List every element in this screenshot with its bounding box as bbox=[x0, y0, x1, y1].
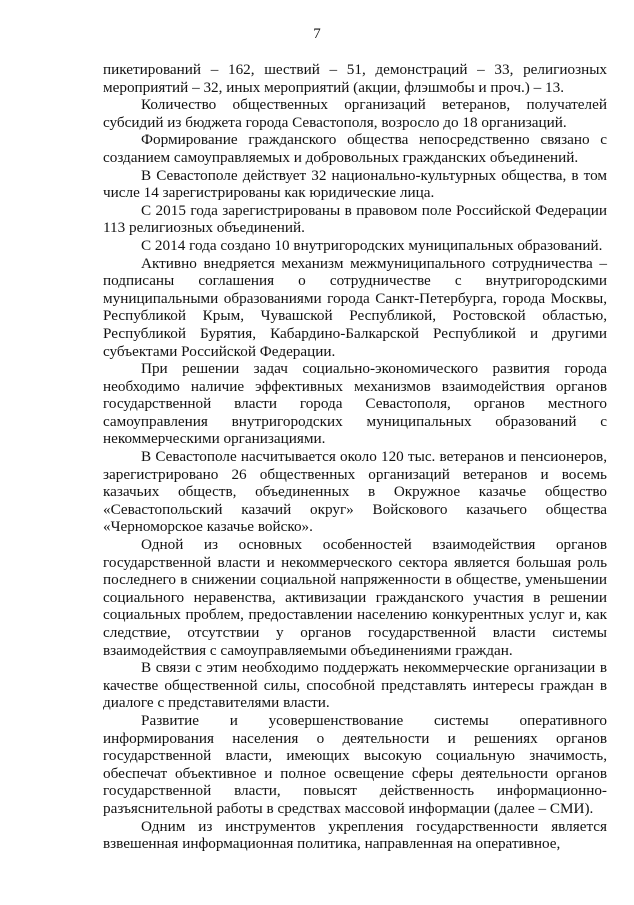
paragraph-socioeconomic-development: При решении задач социально-экономического развития города необходимо наличие эффективных механизмов взаимодействия органов государственной власти города Севастополя, органов местного самоуправления внутригородских муниципальных образований с некоммерческими организациями. bbox=[103, 360, 607, 448]
document-body bbox=[103, 61, 607, 853]
paragraph-civil-society: Формирование гражданского общества непосредственно связано с созданием самоуправляемых и добровольных гражданских объединений. bbox=[103, 131, 607, 166]
paragraph-continued: пикетирований – 162, шествий – 51, демонстраций – 33, религиозных мероприятий – 32, иных мероприятий (акции, флэшмобы и проч.) – 13. bbox=[103, 61, 607, 96]
paragraph-national-cultural-societies: В Севастополе действует 32 национально-культурных общества, в том числе 14 зарегистрированы как юридические лица. bbox=[103, 166, 607, 202]
paragraph-support-nco: В связи с этим необходимо поддержать некоммерческие организации в качестве общественной силы, способной представлять интересы граждан в диалоге с представителями власти. bbox=[103, 659, 607, 712]
paragraph-intermunicipal-cooperation: Активно внедряется механизм межмуниципального сотрудничества – подписаны соглашения о сотрудничестве с внутригородскими муниципальными образованиями города Санкт-Петербурга, города Москвы, Республикой Крым, Чувашской Республикой, Ростовской областью, Республикой Бурятия, Кабардино-Балкарской Республикой и другими субъектами Российской Федерации. bbox=[103, 254, 607, 360]
page-number: 7 bbox=[313, 26, 321, 42]
paragraph-noncommercial-sector-role: Одной из основных особенностей взаимодействия органов государственной власти и некоммерческого сектора является большая роль последнего в снижении социальной напряженности в обществе, уменьшении социального неравенства, активизации гражданского участия в решении социальных проблем, предоставлении населению конкурентных услуг и, как следствие, отсутствии у органов государственной власти системы взаимодействия с самоуправляемыми объединениями граждан. bbox=[103, 536, 607, 659]
paragraph-municipal-formations: С 2014 года создано 10 внутригородских муниципальных образований. bbox=[141, 236, 603, 254]
paragraph-information-policy: Одним из инструментов укрепления государственности является взвешенная информационная политика, направленная на оперативное, bbox=[103, 817, 607, 853]
paragraph-veterans-cossacks: В Севастополе насчитывается около 120 тыс. ветеранов и пенсионеров, зарегистрировано 26 общественных организаций ветеранов и восемь казачьих обществ, объединенных в Окружное казачье общество «Севастопольский казачий округ» Войскового казачьего общества «Черноморское казачье войско». bbox=[103, 448, 607, 536]
paragraph-information-system: Развитие и усовершенствование системы оперативного информирования населения о деятельности и решениях органов государственной власти, имеющих высокую социальную значимость, обеспечат объективное и полное освещение сферы деятельности органов государственной власти, повысят действенность информационно-разъяснительной работы в средствах массовой информации (далее – СМИ). bbox=[103, 711, 607, 817]
paragraph-veteran-organizations: Количество общественных организаций ветеранов, получателей субсидий из бюджета города Севастополя, возросло до 18 организаций. bbox=[103, 96, 607, 131]
paragraph-religious-associations: С 2015 года зарегистрированы в правовом поле Российской Федерации 113 религиозных объединений. bbox=[103, 201, 607, 237]
